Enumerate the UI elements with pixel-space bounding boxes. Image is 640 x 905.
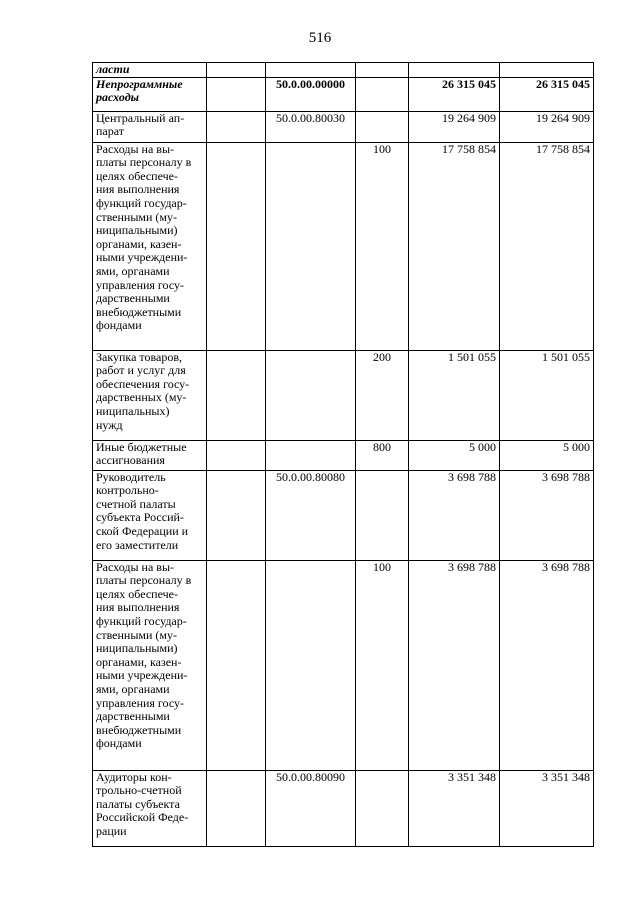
table-row (93, 111, 594, 142)
row-name-cell: ласти (93, 63, 207, 78)
row-code-cell (266, 560, 356, 770)
row-col2-cell (207, 142, 266, 350)
row-type-cell (356, 111, 409, 142)
row-type-cell: 800 (356, 440, 409, 470)
row-col2-cell (207, 440, 266, 470)
row-name-cell: Аудиторы кон- трольно-счетной палаты субъекта Российской Феде- рации (93, 770, 207, 846)
table-row (93, 440, 594, 470)
row-sum2-cell: 3 698 788 (500, 470, 594, 560)
row-type-cell (356, 63, 409, 78)
row-code-cell: 50.0.00.80080 (266, 470, 356, 560)
row-code-cell (266, 350, 356, 440)
row-code-cell (266, 440, 356, 470)
table-row (93, 63, 594, 78)
table-row (93, 470, 594, 560)
row-sum2-cell: 1 501 055 (500, 350, 594, 440)
row-name-cell: Центральный ап- парат (93, 111, 207, 142)
row-sum1-cell: 1 501 055 (409, 350, 500, 440)
row-sum2-cell: 3 698 788 (500, 560, 594, 770)
row-sum1-cell: 3 698 788 (409, 560, 500, 770)
row-col2-cell (207, 560, 266, 770)
row-type-cell (356, 770, 409, 846)
row-col2-cell (207, 770, 266, 846)
row-col2-cell (207, 111, 266, 142)
row-type-cell (356, 77, 409, 111)
row-name-cell: Иные бюджетные ассигнования (93, 440, 207, 470)
row-sum1-cell: 17 758 854 (409, 142, 500, 350)
row-sum2-cell: 17 758 854 (500, 142, 594, 350)
row-sum2-cell (500, 63, 594, 78)
table-row (93, 560, 594, 770)
table-row (93, 77, 594, 111)
row-name-cell: Непрограммные расходы (93, 77, 207, 111)
row-code-cell (266, 63, 356, 78)
row-code-cell: 50.0.00.80090 (266, 770, 356, 846)
row-type-cell: 100 (356, 142, 409, 350)
row-sum1-cell: 26 315 045 (409, 77, 500, 111)
table-row (93, 142, 594, 350)
row-sum2-cell: 26 315 045 (500, 77, 594, 111)
page-number: 516 (308, 30, 332, 46)
row-code-cell (266, 142, 356, 350)
table-row (93, 350, 594, 440)
row-sum1-cell: 5 000 (409, 440, 500, 470)
row-sum1-cell: 19 264 909 (409, 111, 500, 142)
budget-table (92, 62, 594, 847)
row-name-cell: Закупка товаров, работ и услуг для обеспечения госу- дарственных (му- ниципальных) нужд (93, 350, 207, 440)
table-row (93, 770, 594, 846)
row-sum2-cell: 5 000 (500, 440, 594, 470)
row-col2-cell (207, 470, 266, 560)
row-col2-cell (207, 63, 266, 78)
row-sum1-cell (409, 63, 500, 78)
row-sum2-cell: 19 264 909 (500, 111, 594, 142)
row-sum2-cell: 3 351 348 (500, 770, 594, 846)
row-name-cell: Расходы на вы- платы персоналу в целях обеспече- ния выполнения функций государ- ственными (му- ниципальными) органами, казен- ными учреждени- ями, органами управления госу- дарственными внебюджетными фондами (93, 560, 207, 770)
row-col2-cell (207, 350, 266, 440)
row-sum1-cell: 3 351 348 (409, 770, 500, 846)
row-name-cell: Расходы на вы- платы персоналу в целях обеспече- ния выполнения функций государ- ственными (му- ниципальными) органами, казен- ными учреждени- ями, органами управления госу- дарственными внебюджетными фондами (93, 142, 207, 350)
row-sum1-cell: 3 698 788 (409, 470, 500, 560)
row-code-cell: 50.0.00.00000 (266, 77, 356, 111)
row-type-cell: 100 (356, 560, 409, 770)
row-type-cell (356, 470, 409, 560)
row-code-cell: 50.0.00.80030 (266, 111, 356, 142)
row-type-cell: 200 (356, 350, 409, 440)
row-col2-cell (207, 77, 266, 111)
row-name-cell: Руководитель контрольно- счетной палаты субъекта Россий- ской Федерации и его заместители (93, 470, 207, 560)
